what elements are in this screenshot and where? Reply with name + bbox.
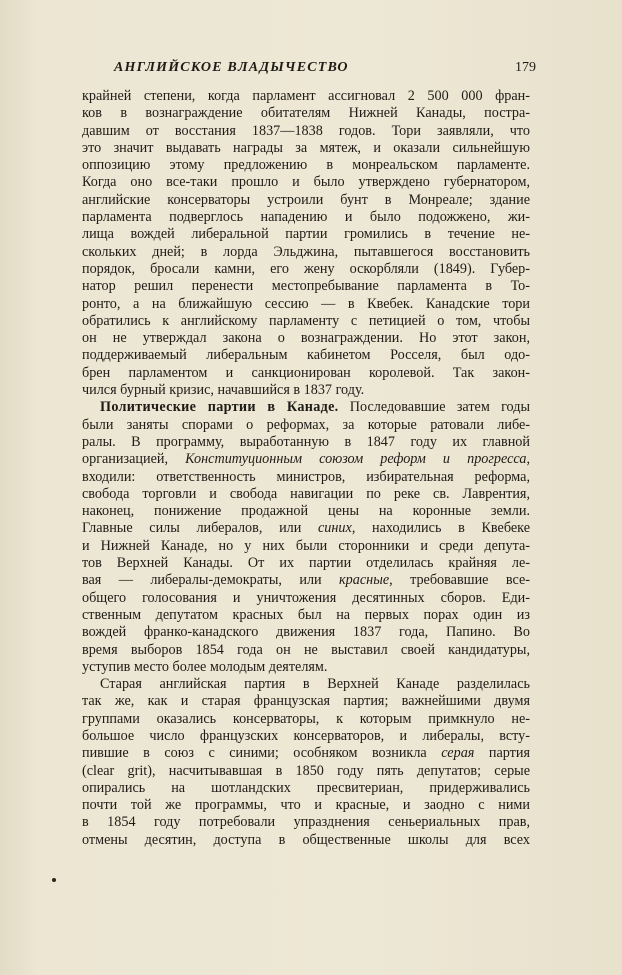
text-line: входили: ответственность министров, избирательная реформа, <box>82 468 530 485</box>
text-line: скольких дней; в лорда Эльджина, пытавшегося восстановить <box>82 243 530 260</box>
italic-term: серая <box>441 745 475 762</box>
text-line <box>82 451 530 468</box>
text-line: парламента подверглось нападению и было подожжено, жи- <box>82 209 530 226</box>
italic-term: красные <box>339 572 390 589</box>
text-fragment: , находились в Квебеке <box>351 520 530 537</box>
text-fragment: Последовавшие затем годы <box>338 399 530 416</box>
text-line: (clear grit), насчитывавшая в 1850 году пять депутатов; серые <box>82 762 530 779</box>
text-line: поддерживаемый либеральным кабинетом Росселя, был одо- <box>82 347 530 364</box>
text-line: ронто, а на ближайшую сессию — в Квебек. Канадские тори <box>82 295 530 312</box>
text-line: и Нижней Канаде, но у них были сторонники и среди депута- <box>82 537 530 554</box>
text-line: чился бурный кризис, начавшийся в 1837 году. <box>82 382 365 399</box>
text-line: отмены десятин, доступа в общественные школы для всех <box>82 831 530 848</box>
text-line: уступив место более молодым деятелям. <box>82 658 328 675</box>
text-line: большое число французских консерваторов, и либералы, всту- <box>82 727 530 744</box>
text-fragment: , требовавшие все- <box>389 572 530 589</box>
text-line: были заняты спорами о реформах, за которые ратовали либе- <box>82 416 530 433</box>
page-number: 179 <box>515 60 536 75</box>
section-heading-line <box>82 399 530 416</box>
text-line: ралы. В программу, выработанную в 1847 году их главной <box>82 433 530 450</box>
text-line: брен парламентом и санкционирован королевой. Так закон- <box>82 364 530 381</box>
text-fragment: , <box>526 451 530 468</box>
text-line: вождей франко-канадского движения 1837 года, Папино. Во <box>82 624 530 641</box>
text-fragment: Главные силы либералов, или <box>82 520 318 537</box>
italic-term: Конституционным союзом реформ и прогресса <box>185 451 527 468</box>
text-line: крайней степени, когда парламент ассигновал 2 500 000 фран- <box>82 88 530 104</box>
text-line: лища вождей либеральной партии громились в течение не- <box>82 226 530 243</box>
body-text <box>82 88 530 849</box>
text-fragment: организацией, <box>82 451 186 468</box>
ink-dot <box>52 878 56 882</box>
text-line: наконец, понижение продажной цены на коронные земли. <box>82 503 530 520</box>
text-line: обратились к английскому парламенту с петицией о том, чтобы <box>82 312 530 329</box>
text-line: в 1854 году потребовали упразднения сеньериальных прав, <box>82 814 530 831</box>
text-line: опирались на шотландских пресвитериан, придерживались <box>82 779 530 796</box>
text-line: время выборов 1854 года он не выставил своей кандидатуры, <box>82 641 530 658</box>
text-line: это значит выдавать награды за мятеж, и оказали сильнейшую <box>82 139 530 156</box>
text-line <box>82 520 530 537</box>
text-fragment: вая — либералы-демократы, или <box>82 572 340 589</box>
section-heading: Политические партии в Канаде. <box>100 399 339 416</box>
text-line: общего голосования и уничтожения десятинных сборов. Еди- <box>82 589 530 606</box>
text-line: Когда оно все-таки прошло и было утверждено губернатором, <box>82 174 530 191</box>
italic-term: синих <box>318 520 352 537</box>
text-line: ственным депутатом красных был на первых порах один из <box>82 606 530 623</box>
text-line: тов Верхней Канады. От их партии отделилась крайняя ле- <box>82 555 530 572</box>
text-line: ков в вознаграждение обитателям Нижней Канады, постра- <box>82 105 530 122</box>
text-line: натор решил перенести местопребывание парламента в То- <box>82 278 530 295</box>
text-fragment: пившие в союз с синими; особняком возникла <box>82 745 442 762</box>
text-line: группами оказались консерваторы, к которым примкнуло не- <box>82 710 530 727</box>
text-line <box>82 745 530 762</box>
text-line: свобода торговли и свобода навигации по реке св. Лаврентия, <box>82 485 530 502</box>
text-line: оппозицию этому предложению в монреальском парламенте. <box>82 157 530 174</box>
text-line: английские консерваторы устроили бунт в Монреале; здание <box>82 191 530 208</box>
text-line: Старая английская партия в Верхней Канаде разделилась <box>100 676 530 693</box>
text-line: он не утверждал закона о вознаграждении. Но этот закон, <box>82 330 530 347</box>
text-line: давшим от восстания 1837—1838 годов. Тори заявляли, что <box>82 122 530 139</box>
text-line: так же, как и старая французская партия; важнейшими двумя <box>82 693 530 710</box>
running-title: АНГЛИЙСКОЕ ВЛАДЫЧЕСТВО <box>114 60 349 75</box>
text-fragment: партия <box>474 745 530 762</box>
text-line: порядок, бросали камни, его жену оскорбляли (1849). Губер- <box>82 260 530 277</box>
text-line: почти той же программы, что и красные, и заодно с ними <box>82 797 530 814</box>
page-header <box>100 60 536 80</box>
text-line <box>82 572 530 589</box>
